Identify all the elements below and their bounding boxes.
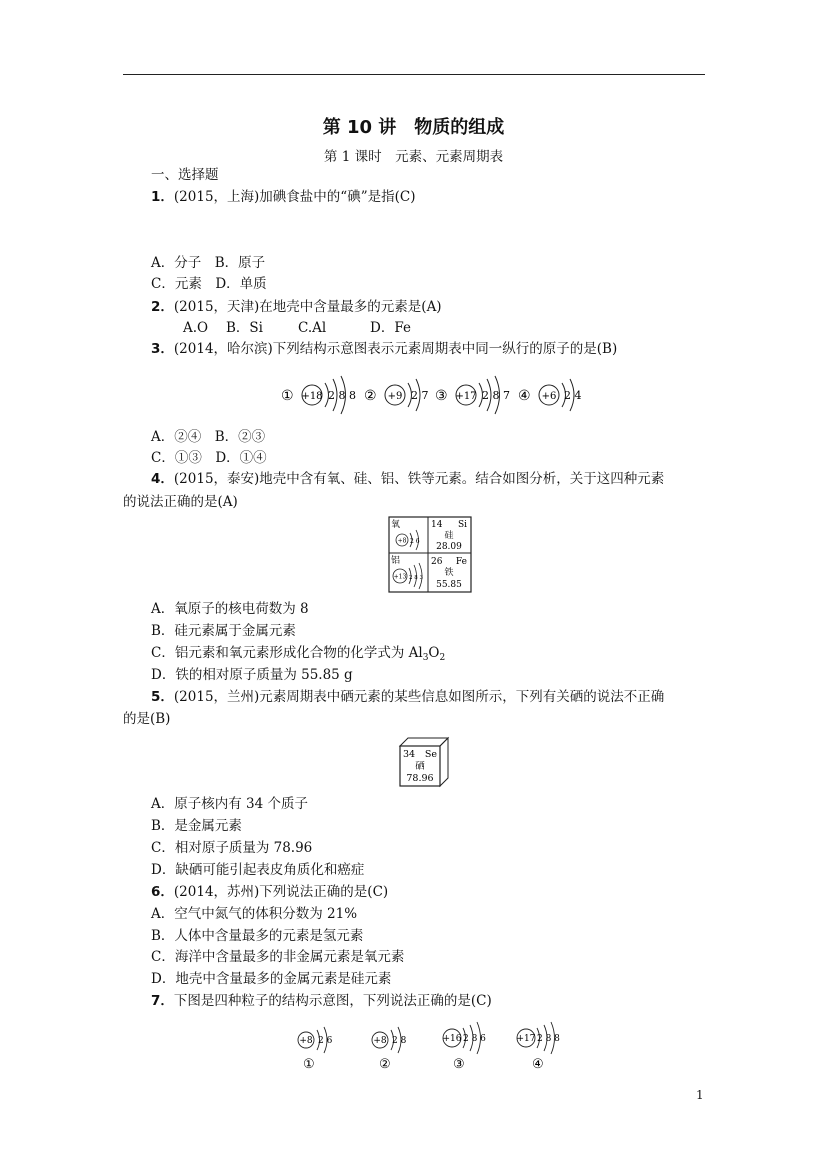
atom-diagram bbox=[364, 379, 429, 411]
particle-label: ① bbox=[303, 1057, 315, 1072]
question-4 bbox=[151, 470, 664, 488]
nucleus-charge: +13 bbox=[393, 573, 407, 581]
q7-particle-structure-figure bbox=[296, 1018, 566, 1074]
electron-shells: 2 8 3 bbox=[409, 575, 423, 581]
nucleus-charge: +9 bbox=[387, 391, 403, 402]
atom-label: ② bbox=[364, 388, 377, 404]
q4-stem-continued: 的说法正确的是(A) bbox=[123, 494, 238, 510]
atom-label: ③ bbox=[435, 388, 448, 404]
question-number: 2． bbox=[151, 299, 174, 315]
nucleus-charge: +6 bbox=[541, 391, 557, 402]
q5-stem-continued: 的是(B) bbox=[123, 711, 171, 727]
q4-option-c: C．铝元素和氧元素形成化合物的化学式为 $Al_3O_2$ bbox=[151, 645, 446, 663]
q5-option-d: D．缺硒可能引起表皮角质化和癌症 bbox=[151, 862, 365, 878]
question-stem: (2014，哈尔滨)下列结构示意图表示元素周期表中同一纵行的原子的是(B) bbox=[173, 341, 618, 357]
atomic-mass: 28.09 bbox=[436, 542, 462, 552]
element-symbol: Si bbox=[457, 520, 467, 530]
electron-shells: 2 6 bbox=[318, 1036, 333, 1046]
question-stem: (2015，上海)加碘食盐中的“碘”是指(C) bbox=[173, 189, 416, 205]
nucleus-charge: +8 bbox=[373, 1036, 387, 1046]
lesson-subtitle: 第 1 课时 元素、元素周期表 bbox=[323, 149, 504, 165]
q2-option-b: B．Si bbox=[226, 320, 263, 336]
q5-selenium-cell-figure bbox=[398, 736, 450, 788]
question-7 bbox=[151, 992, 492, 1010]
atomic-mass: 55.85 bbox=[436, 580, 462, 590]
page-number: 1 bbox=[696, 1088, 704, 1102]
q3-options-row2: C．①③ D．①④ bbox=[151, 450, 267, 466]
q4-option-b: B．硅元素属于金属元素 bbox=[151, 623, 296, 639]
question-number: 1． bbox=[151, 189, 174, 205]
element-symbol: Se bbox=[424, 749, 437, 760]
q1-options-row1: A．分子 B．原子 bbox=[151, 255, 266, 271]
electron-shells: 2 8 bbox=[392, 1036, 407, 1046]
q5-option-c: C．相对原子质量为 78.96 bbox=[151, 840, 313, 856]
q5-option-b: B．是金属元素 bbox=[151, 818, 242, 834]
electron-shells: 2 8 8 bbox=[537, 1034, 560, 1044]
nucleus-charge: +16 bbox=[442, 1034, 462, 1044]
particle-diagram bbox=[372, 1027, 407, 1072]
atom-label: ④ bbox=[518, 388, 531, 404]
particle-diagram bbox=[443, 1022, 487, 1072]
oxygen-cell bbox=[391, 518, 420, 550]
question-stem: (2015，兰州)元素周期表中硒元素的某些信息如图所示，下列有关硒的说法不正确 bbox=[173, 689, 665, 705]
q6-option-d: D．地壳中含量最多的金属元素是硅元素 bbox=[151, 971, 392, 987]
question-number: 4． bbox=[151, 471, 174, 487]
electron-shells: 2 8 7 bbox=[482, 389, 510, 402]
atom-diagram bbox=[435, 376, 510, 414]
element-name: 铁 bbox=[444, 568, 454, 578]
particle-label: ② bbox=[379, 1057, 391, 1072]
element-name: 硒 bbox=[415, 761, 425, 772]
question-stem: 下图是四种粒子的结构示意图，下列说法正确的是(C) bbox=[173, 993, 492, 1009]
silicon-cell bbox=[431, 520, 467, 552]
q4-element-table-figure bbox=[388, 516, 472, 594]
atom-diagram bbox=[518, 379, 582, 411]
nucleus-charge: +8 bbox=[397, 537, 407, 545]
element-name: 氧 bbox=[391, 520, 401, 530]
electron-shells: 2 4 bbox=[564, 389, 582, 402]
question-number: 7． bbox=[151, 993, 174, 1009]
q3-atom-structure-figure bbox=[278, 370, 588, 420]
atomic-mass: 78.96 bbox=[406, 773, 434, 784]
q6-option-c: C．海洋中含量最多的非金属元素是氧元素 bbox=[151, 949, 405, 965]
atomic-number: 14 bbox=[431, 520, 443, 530]
particle-label: ③ bbox=[453, 1057, 465, 1072]
question-stem: (2015，泰安)地壳中含有氧、硅、铝、铁等元素。结合如图分析，关于这四种元素 bbox=[173, 471, 665, 487]
question-stem: (2015，天津)在地壳中含量最多的元素是(A) bbox=[173, 299, 442, 315]
q6-option-b: B．人体中含量最多的元素是氢元素 bbox=[151, 928, 364, 944]
aluminum-cell bbox=[391, 554, 423, 589]
question-6 bbox=[151, 883, 388, 901]
q5-option-a: A．原子核内有 34 个质子 bbox=[151, 796, 309, 812]
q2-option-c: C.Al bbox=[298, 320, 327, 336]
question-3 bbox=[151, 340, 617, 358]
electron-shells: 2 8 6 bbox=[463, 1034, 486, 1044]
element-name: 铝 bbox=[391, 556, 401, 566]
question-number: 6． bbox=[151, 884, 174, 900]
nucleus-charge: +8 bbox=[299, 1036, 313, 1046]
atomic-number: 26 bbox=[431, 557, 443, 567]
particle-label: ④ bbox=[532, 1057, 544, 1072]
q6-option-a: A．空气中氮气的体积分数为 21% bbox=[151, 906, 358, 922]
atomic-number: 34 bbox=[403, 749, 416, 760]
particle-diagram bbox=[517, 1022, 561, 1072]
atom-diagram bbox=[281, 376, 356, 414]
q4-option-d: D．铁的相对原子质量为 55.85 g bbox=[151, 667, 353, 683]
section-heading: 一、选择题 bbox=[151, 167, 219, 183]
question-1 bbox=[151, 188, 415, 206]
electron-shells: 2 6 bbox=[410, 538, 420, 545]
q4-option-a: A．氧原子的核电荷数为 8 bbox=[151, 601, 309, 617]
header-rule bbox=[123, 74, 705, 75]
element-name: 硅 bbox=[444, 531, 454, 541]
nucleus-charge: +17 bbox=[455, 391, 477, 402]
question-number: 3． bbox=[151, 341, 174, 357]
atom-label: ① bbox=[281, 388, 294, 404]
iron-cell bbox=[431, 557, 467, 590]
question-number: 5． bbox=[151, 689, 174, 705]
element-symbol: Fe bbox=[455, 557, 467, 567]
nucleus-charge: +17 bbox=[516, 1034, 536, 1044]
lesson-title: 第 10 讲 物质的组成 bbox=[322, 117, 505, 138]
particle-diagram bbox=[298, 1027, 333, 1072]
q2-option-d: D．Fe bbox=[370, 320, 411, 336]
question-stem: (2014，苏州)下列说法正确的是(C) bbox=[173, 884, 389, 900]
q2-option-a: A.O bbox=[183, 320, 209, 336]
q1-options-row2: C．元素 D．单质 bbox=[151, 276, 267, 292]
nucleus-charge: +18 bbox=[301, 391, 323, 402]
q3-options-row1: A．②④ B．②③ bbox=[151, 429, 266, 445]
electron-shells: 2 7 bbox=[411, 389, 429, 402]
question-2 bbox=[151, 298, 442, 316]
question-5 bbox=[151, 688, 664, 706]
electron-shells: 2 8 8 bbox=[328, 389, 356, 402]
